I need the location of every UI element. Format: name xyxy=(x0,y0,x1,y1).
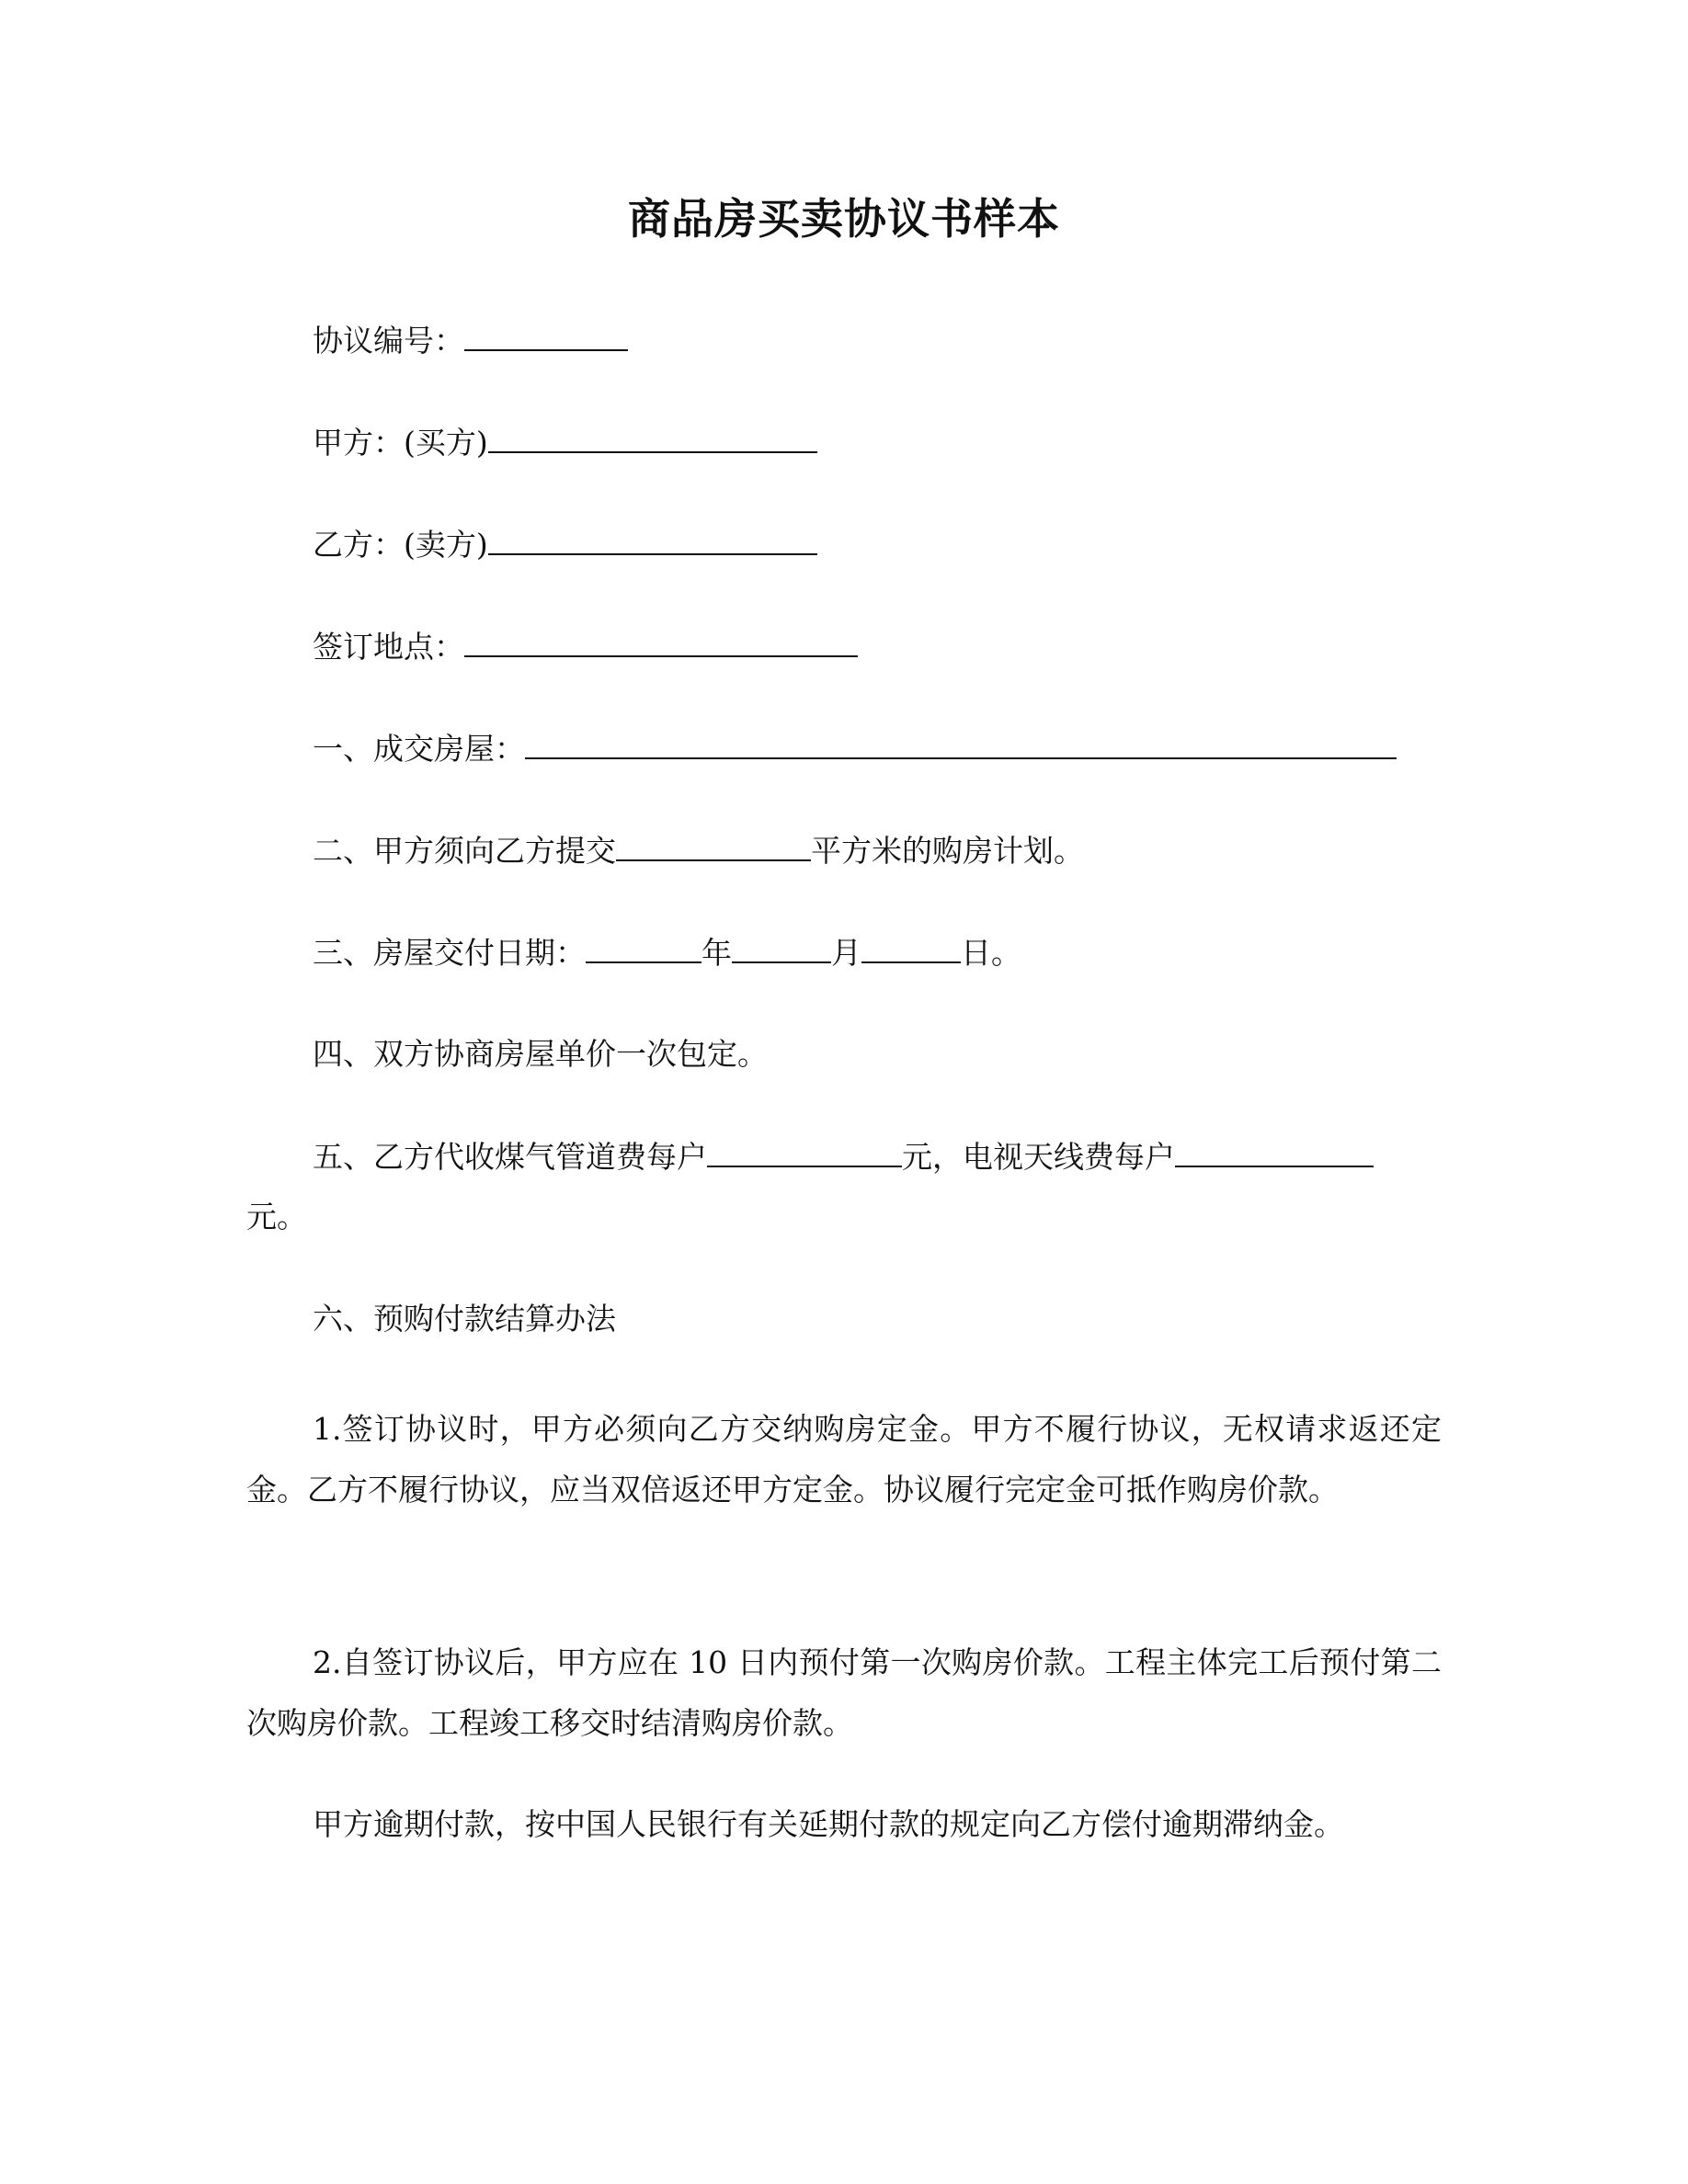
party-a-blank[interactable] xyxy=(488,422,817,453)
clause-4-line: 四、双方协商房屋单价一次包定。 xyxy=(313,1036,768,1072)
clause-5-end: 元。 xyxy=(246,1199,307,1234)
clause-6-late-payment: 甲方逾期付款，按中国人民银行有关延期付款的规定向乙方偿付逾期滞纳金。 xyxy=(313,1806,1344,1842)
year-label: 年 xyxy=(701,935,732,971)
party-b-blank[interactable] xyxy=(488,524,817,555)
clause-1-blank[interactable] xyxy=(525,728,1397,759)
sign-place-line xyxy=(313,626,858,667)
agreement-number-label: 协议编号： xyxy=(313,323,464,358)
agreement-number-line xyxy=(313,320,628,361)
clause-6-item-1: 1.签订协议时，甲方必须向乙方交纳购房定金。甲方不履行协议，无权请求返还定金。乙方不履行协议，应当双倍返还甲方定金。协议履行完定金可抵作购房价款。 xyxy=(246,1411,1442,1507)
clause-5-line xyxy=(313,1136,1374,1177)
month-label: 月 xyxy=(831,935,861,971)
clause-2-blank[interactable] xyxy=(616,830,811,861)
party-a-line xyxy=(313,422,817,463)
year-blank[interactable] xyxy=(586,932,701,963)
document-title: 商品房买卖协议书样本 xyxy=(628,194,1060,244)
clause-1-label: 一、成交房屋： xyxy=(313,731,525,767)
antenna-fee-blank[interactable] xyxy=(1175,1136,1374,1167)
party-b-line xyxy=(313,524,817,565)
day-blank[interactable] xyxy=(861,932,961,963)
clause-5-before: 五、乙方代收煤气管道费每户 xyxy=(313,1139,707,1175)
clause-6-item-2: 2.自签订协议后，甲方应在 10 日内预付第一次购房价款。工程主体完工后预付第二次购房价款。工程竣工移交时结清购房价款。 xyxy=(246,1644,1442,1741)
sign-place-label: 签订地点： xyxy=(313,629,464,665)
clause-1-line xyxy=(313,728,1397,769)
party-b-label: 乙方：(卖方) xyxy=(313,527,488,563)
clause-3-line xyxy=(313,932,1021,973)
sign-place-blank[interactable] xyxy=(464,626,858,657)
day-label: 日。 xyxy=(961,935,1021,971)
clause-3-label: 三、房屋交付日期： xyxy=(313,935,586,971)
clause-5-middle: 元，电视天线费每户 xyxy=(902,1139,1175,1175)
agreement-number-blank[interactable] xyxy=(464,320,628,351)
month-blank[interactable] xyxy=(732,932,831,963)
clause-2-after: 平方米的购房计划。 xyxy=(811,833,1084,869)
clause-2-before: 二、甲方须向乙方提交 xyxy=(313,833,616,869)
clause-6-heading: 六、预购付款结算办法 xyxy=(313,1301,616,1337)
gas-fee-blank[interactable] xyxy=(707,1136,902,1167)
party-a-label: 甲方：(买方) xyxy=(313,425,488,461)
clause-2-line xyxy=(313,830,1084,871)
